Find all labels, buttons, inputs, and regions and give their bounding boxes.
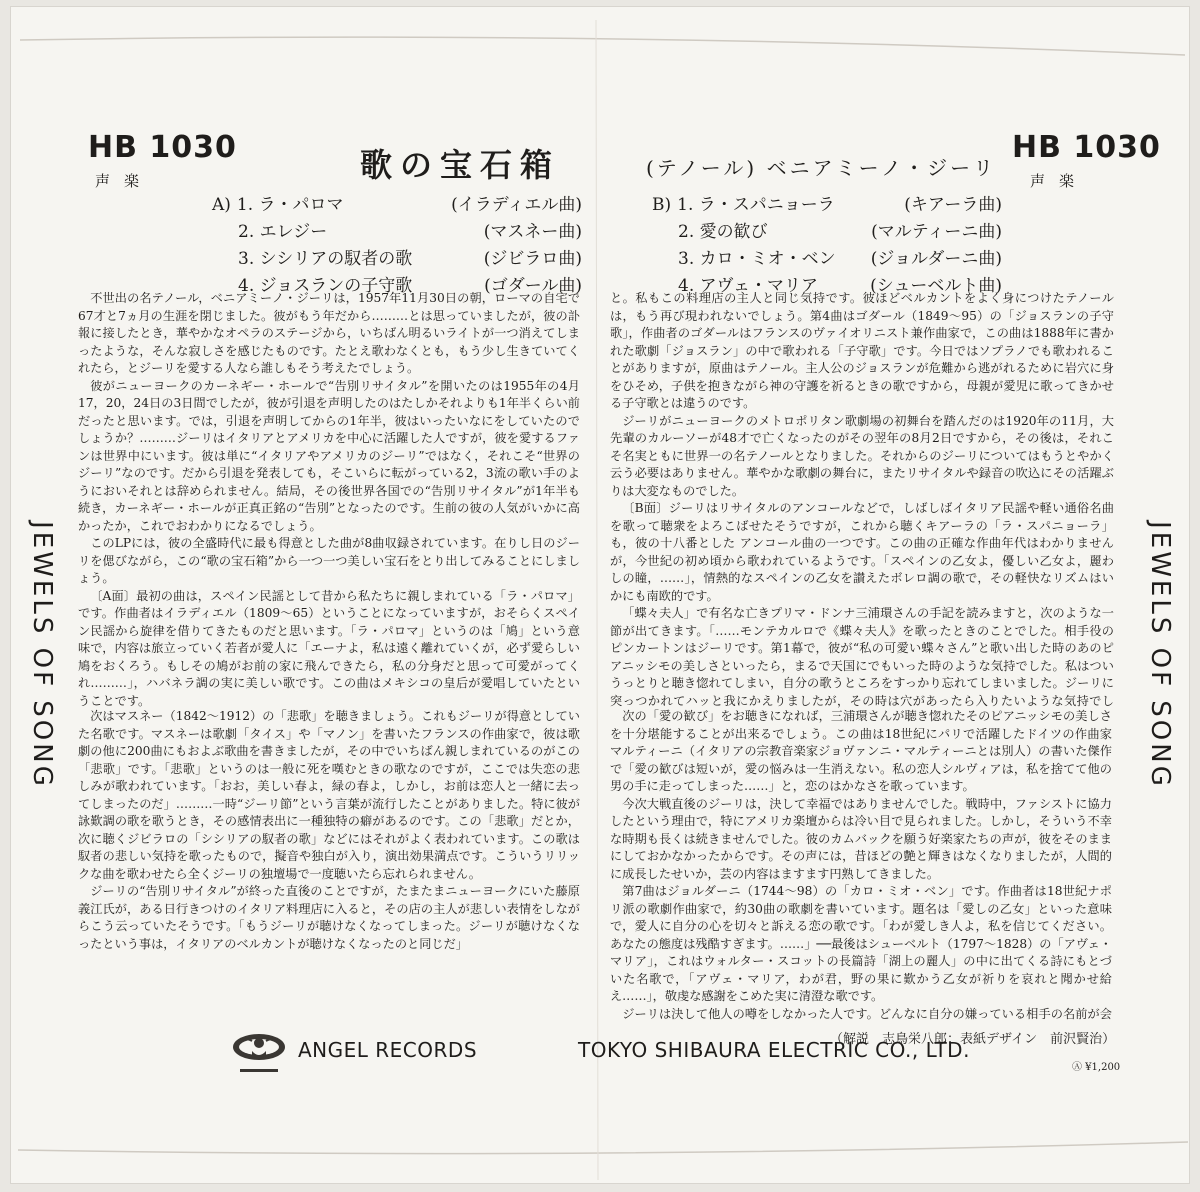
track-composer: (マルティーニ曲) bbox=[871, 222, 1002, 242]
paragraph: 今次大戦直後のジーリは，決して幸福ではありませんでした。戦時中，ファシストに協力したという理由で，特にアメリカ楽壇からは冷い目で見られました。しかし，そういう不幸な時期も長くは続きませんでした。彼のカムバックを願う好楽家たちの声が，彼をそのままにしておかなかったからです。その声には，昔ほどの艶と輝きはなくなりましたが，人間的に成長したせいか，芸の内容はますます円熟してきました。 bbox=[610, 796, 1112, 881]
album-title: 歌の宝石箱 bbox=[360, 146, 561, 184]
track-title: ラ・スパニョーラ bbox=[698, 195, 835, 215]
price-tag: Ⓐ ¥1,200 bbox=[1072, 1062, 1121, 1073]
track-composer: (イラディエル曲) bbox=[451, 195, 582, 215]
track-row bbox=[652, 192, 1002, 219]
paragraph: 〔B面〕ジーリはリサイタルのアンコールなどで，しばしばイタリア民謡や軽い通俗名曲を歌って聴衆をよろこばせたそうですが，これから聴くキアーラの「ラ・スパニョーラ」も，彼の十八番とした アンコール曲の一つです。この曲の正確な作曲年代はわかりませんが，今世紀の初め頃から歌われているようです。「スペインの乙女よ，優しい乙女よ，麗わしの瞳，……」，情熱的なスペインの乙女を讃えたボレロ調の歌で，その軽快なリズムはいかにも南欧的です。 bbox=[610, 501, 1114, 603]
spine-title-left: JEWELS OF SONG bbox=[27, 521, 57, 789]
liner-credit: （解説 志鳥栄八郎：表紙デザイン 前沢賢治） bbox=[830, 1032, 1116, 1047]
catalog-number-left: HB 1030 bbox=[88, 130, 237, 165]
track-title: ジョスランの子守歌 bbox=[259, 276, 413, 296]
manufacturer-name: TOKYO SHIBAURA ELECTRIC CO., LTD. bbox=[578, 1038, 970, 1062]
track-row bbox=[212, 192, 582, 219]
liner-notes-right-bottom bbox=[610, 708, 1112, 1022]
track-number: 1. bbox=[677, 195, 694, 215]
paragraph: 次はマスネー（1842〜1912）の「悲歌」を聴きましょう。これもジーリが得意としていた名歌です。マスネーは歌劇「タイス」や「マノン」を書いたフランスの作曲家で，彼は歌劇の他に200曲にもおよぶ歌曲を書きましたが，その中でいちばん親しまれているのがこの「悲歌」です。「悲歌」というのは一般に死を嘆むときの歌なのですが，ここでは失恋の悲しみが歌われています。「おお，美しい春よ，緑の春よ，しかし，お前は恋人と一緒に去ってしまったのだ」………一時“ジーリ節”という言葉が流行したことがありました。特に彼が詠歎調の歌を歌うとき，その感情表出に一種独特の癖があるのです。この「悲歌」だとか，次に聴くジビラロの「シシリアの馭者の歌」などにはそれがよく表われています。この歌は馭者の悲しい気持を歌ったもので，擬音や独白が入り，演出効果満点です。こういうリリックな曲を歌わせたら全くジーリの独壇場で一度聴いたら忘れられません。 bbox=[78, 709, 580, 881]
label-name: ANGEL RECORDS bbox=[298, 1038, 478, 1062]
genre-left: 声楽 bbox=[95, 172, 154, 190]
angel-logo-icon bbox=[230, 1025, 288, 1081]
track-composer: (ジョルダーニ曲) bbox=[870, 249, 1002, 269]
track-number: 4. bbox=[238, 276, 255, 296]
track-title: ラ・パロマ bbox=[258, 195, 344, 215]
genre-right: 声楽 bbox=[1030, 172, 1089, 190]
paragraph: 「蝶々夫人」で有名な亡きプリマ・ドンナ三浦環さんの手記を読みますと，次のような一節が出てきます。「……モンテカルロで《蝶々夫人》を歌ったときのことでした。相手役のピンカートンはジーリです。第1幕で，彼が“私の可愛い蝶々さん”と歌い出した時のあのピアニッシモの美しさといったら，まるで天国にでもいった時のような気持でした。私はついうっとりと聴き惚れてしまい，自分の歌うところをすっかり忘れてしまいました。ジーリに突っつかれてハッと我にかえりましたが，その時は穴があったら入りたいような気持でし bbox=[610, 606, 1114, 708]
liner-notes-right-top bbox=[610, 290, 1114, 710]
paragraph: 不世出の名テノール，ベニアミーノ・ジーリは，1957年11月30日の朝，ローマの自宅で67才と7ヵ月の生涯を閉じました。彼がもう年だから………とは思っていましたが，彼の訃報に接したとき，華やかなオペラのステージから，いちばん明るいライトが一つ消えてしまったような，そんな寂しさを感じたものです。たとえ歌わなくとも，もう少し生きていてくれたら，とジーリを愛する人なら誰しもそう考えたでしょう。 bbox=[78, 291, 580, 375]
track-row bbox=[212, 219, 582, 246]
track-number: 3. bbox=[238, 249, 255, 269]
track-row bbox=[652, 219, 1002, 246]
side-b-tracklist bbox=[652, 192, 1002, 300]
track-composer: (シューベルト曲) bbox=[870, 276, 1002, 296]
liner-notes-left-top bbox=[78, 290, 580, 710]
track-composer: (キアーラ曲) bbox=[904, 195, 1002, 215]
side-a-label: A) bbox=[212, 195, 231, 215]
track-composer: (マスネー曲) bbox=[483, 222, 582, 242]
track-number: 4. bbox=[678, 276, 695, 296]
liner-notes-left-bottom bbox=[78, 708, 580, 1022]
side-a-tracklist bbox=[212, 192, 582, 300]
spine-title-right: JEWELS OF SONG bbox=[1145, 521, 1175, 789]
paragraph: ジーリの“告別リサイタル”が終った直後のことですが，たまたまニューヨークにいた藤原義江氏が，ある日行きつけのイタリア料理店に入ると，その店の主人が悲しい表情をしながらこう云っていたそうです。「もうジーリが聴けなくなってしまった。ジーリが聴けなくなったという事は，イタリアのベルカントが聴けなくなったのと同じだ」 bbox=[78, 884, 580, 951]
artist-name: (テノール) ベニアミーノ・ジーリ bbox=[646, 156, 997, 180]
side-b-label: B) bbox=[652, 195, 672, 215]
paragraph: ジーリは決して他人の噂をしなかった人です。どんなに自分の嫌っている相手の名前が会 bbox=[622, 1006, 1112, 1021]
track-composer: (ジビラロ曲) bbox=[483, 249, 582, 269]
track-title: シシリアの馭者の歌 bbox=[259, 249, 413, 269]
track-number: 2. bbox=[678, 222, 695, 242]
track-title: 愛の歓び bbox=[699, 222, 768, 242]
track-row bbox=[212, 246, 582, 273]
paragraph: ジーリがニューヨークのメトロポリタン歌劇場の初舞台を踏んだのは1920年の11月，大先輩のカルーソーが48才で亡くなったのがその翌年の8月2日ですから，その後は，それこそ名実ともに世界一の名テノールとなりました。それからのジーリについてはもうとやかく云う必要はありません。華やかな歌劇の舞台に，またリサイタルや録音の吹込にその活躍ぶりは大変なものでした。 bbox=[610, 413, 1114, 498]
paragraph: 彼がニューヨークのカーネギー・ホールで“告別リサイタル”を開いたのは1955年の4月17，20，24日の3日間でしたが，彼が引退を声明したのはたしかそれよりも1年半くらい前だったと思います。では，引退を声明してからの1年半，彼はいったいなにをしていたのでしょうか？………ジーリはイタリアとアメリカを中心に活躍した人ですが，彼を愛するファンは世界中にいます。彼は単に“イタリアやアメリカのジーリ”ではなく，それこそ“世界のジーリ”なのです。だから引退を発表しても，そこいらに転がっている2，3流の歌い手のようにおいそれとは辞められません。結局，その後世界各国での“告別リサイタル”が1年半も続き，カーネギー・ホールが正真正銘の“告別”となったのです。生前の彼の人気がいかに高かったか，これでおわかりになるでしょう。 bbox=[78, 378, 580, 533]
paragraph: 次の「愛の歓び」をお聴きになれば，三浦環さんが聴き惚れたそのピアニッシモの美しさを十分堪能することが出来るでしょう。この曲は18世紀にパリで活躍したドイツの作曲家マルティーニ（イタリアの宗教音楽家ジョヴァンニ・マルティーニとは別人）の書いた傑作で「愛の歓びは短いが，愛の悩みは一生消えない。私の恋人シルヴィアは，私を捨てて他の男の手に走ってしまった……」と，恋のはかなさを歌っています。 bbox=[610, 709, 1112, 793]
track-row bbox=[652, 246, 1002, 273]
track-title: エレジー bbox=[259, 222, 328, 242]
paragraph: 〔A面〕最初の曲は，スペイン民謡として昔から私たちに親しまれている「ラ・パロマ」です。作曲者はイラディエル（1809〜65）ということになっていますが，おそらくスペイン民謡から旋律を借りてきたものだと思います。「ラ・パロマ」というのは「鳩」という意味で，内容は旅立っていく若者が愛人に「エーナよ，私は遠く離れていくが，必ず愛らしい鳩をおくろう。もしその鳩がお前の家に飛んできたら，私の分身だと思って可愛がってくれ………」，ハバネラ調の実に美しい歌です。この曲はメキシコの皇后が愛唱していたということです。 bbox=[78, 588, 580, 708]
track-number: 2. bbox=[238, 222, 255, 242]
track-title: カロ・ミオ・ベン bbox=[699, 249, 836, 269]
track-number: 1. bbox=[236, 195, 254, 215]
paragraph: このLPには，彼の全盛時代に最も得意とした曲が8曲収録されています。在りし日のジーリを偲びながら，この“歌の宝石箱”から一つ一つ美しい宝石をとり出してみることにしましょう。 bbox=[78, 536, 580, 585]
paragraph: 第7曲はジョルダーニ（1744〜98）の「カロ・ミオ・ベン」です。作曲者は18世紀ナポリ派の歌劇作曲家で，約30曲の歌劇を書いています。題名は「愛しの乙女」といった意味で，愛人に自分の心を切々と訴える恋の歌です。「わが愛しき人よ，私を信じてください。あなたの態度は残酷すぎます。……」──最後はシューベルト（1797〜1828）の「アヴェ・マリア」，これはウォルター・スコットの長篇詩「湖上の麗人」の中に出てくる詩にもとづいた名歌で，「アヴェ・マリア，わが君，野の果に歎かう乙女が祈りを哀れと聞かせ給え……」，敬虔な感謝をこめた実に清澄な歌です。 bbox=[610, 884, 1112, 1003]
paragraph: と。私もこの料理店の主人と同じ気持です。彼ほどベルカントをよく身につけたテノールは，もう再び現われないでしょう。第4曲はゴダール（1849〜95）の「ジョスランの子守歌」，作曲者のゴダールはフランスのヴァイオリニスト兼作曲家で，この曲は1888年に書かれた歌劇「ジョスラン」の中で歌われる「子守歌」です。今日ではソプラノでも歌われることがありますが，原曲はテノール。主人公のジョスランが危難から逃がれるために岩穴に身をひそめ，子供を抱きながら神の守護を祈るときの歌ですから，母親が愛児に歌ってきかせる子守歌とは違うのです。 bbox=[610, 291, 1114, 410]
catalog-number-right: HB 1030 bbox=[1012, 130, 1161, 165]
track-number: 3. bbox=[678, 249, 695, 269]
track-composer: (ゴダール曲) bbox=[484, 276, 582, 296]
track-title: アヴェ・マリア bbox=[699, 276, 818, 296]
